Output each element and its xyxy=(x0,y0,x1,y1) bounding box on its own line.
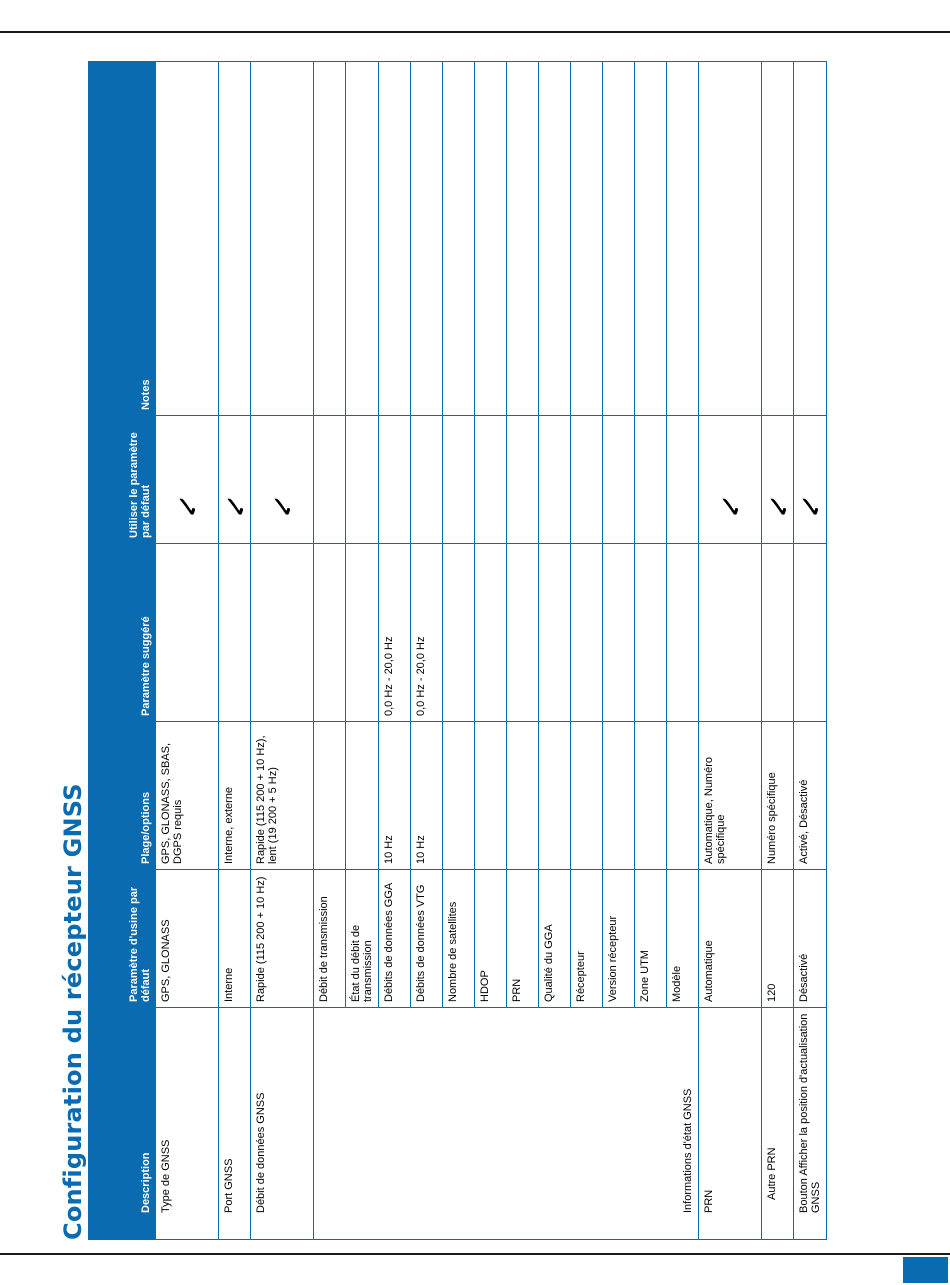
row-suggested xyxy=(794,544,827,722)
row-range xyxy=(507,544,539,722)
header-use-default: Utiliser le paramètre par défaut xyxy=(89,416,156,544)
checkmark-icon: ✓ xyxy=(156,416,219,544)
table-row xyxy=(794,62,827,1240)
row-suggested xyxy=(603,416,635,544)
header-factory-default: Paramètre d'usine par défaut xyxy=(89,870,156,1008)
row-desc: Zone UTM xyxy=(635,870,667,1008)
row-suggested xyxy=(411,416,443,544)
row-notes xyxy=(762,62,794,416)
row-range xyxy=(635,544,667,722)
row-notes xyxy=(251,62,314,416)
row-suggested xyxy=(539,416,571,544)
bottom-rule xyxy=(0,1253,950,1255)
row-notes xyxy=(475,62,507,416)
row-notes xyxy=(156,62,219,416)
row-factory xyxy=(475,722,507,870)
row-range xyxy=(667,544,699,722)
table-row xyxy=(762,62,794,1240)
page-tab-marker xyxy=(903,1257,948,1283)
row-desc: Type de GNSS xyxy=(156,1008,219,1240)
row-notes xyxy=(346,62,379,416)
row-notes xyxy=(667,62,699,416)
checkmark-icon: ✓ xyxy=(699,416,762,544)
row-use-default xyxy=(314,416,346,544)
row-desc: Nombre de satellites xyxy=(443,870,475,1008)
row-factory xyxy=(635,722,667,870)
row-notes xyxy=(571,62,603,416)
row-notes xyxy=(539,62,571,416)
header-description: Description xyxy=(89,1008,156,1240)
table-row xyxy=(699,62,762,1240)
row-factory xyxy=(603,722,635,870)
checkmark-icon: ✓ xyxy=(762,416,794,544)
checkmark-icon: ✓ xyxy=(251,416,314,544)
table-row xyxy=(156,62,219,1240)
row-desc: PRN xyxy=(699,1008,762,1240)
row-range xyxy=(571,544,603,722)
row-factory: 120 xyxy=(762,870,794,1008)
row-factory: GPS, GLONASS xyxy=(156,870,219,1008)
row-factory: Automatique xyxy=(699,870,762,1008)
row-suggested xyxy=(443,416,475,544)
row-notes xyxy=(794,62,827,416)
row-suggested xyxy=(156,544,219,722)
row-range: Activé, Désactivé xyxy=(794,722,827,870)
row-suggested xyxy=(219,544,251,722)
row-suggested xyxy=(346,544,379,722)
table-row xyxy=(219,62,251,1240)
row-range xyxy=(443,544,475,722)
row-factory: Désactivé xyxy=(794,870,827,1008)
row-factory xyxy=(539,722,571,870)
row-desc: Version récepteur xyxy=(603,870,635,1008)
row-factory: Rapide (115 200 + 10 Hz) xyxy=(251,870,314,1008)
row-range: Rapide (115 200 + 10 Hz), lent (19 200 + 5 Hz) xyxy=(251,722,314,870)
row-factory: Interne xyxy=(219,870,251,1008)
row-factory: 10 Hz xyxy=(379,722,411,870)
row-desc: Port GNSS xyxy=(219,1008,251,1240)
row-range: Numéro spécifique xyxy=(762,722,794,870)
row-desc: Débit de transmission xyxy=(314,870,346,1008)
row-suggested xyxy=(635,416,667,544)
row-notes xyxy=(219,62,251,416)
row-suggested xyxy=(314,544,346,722)
row-suggested xyxy=(699,544,762,722)
row-desc: Autre PRN xyxy=(762,1008,794,1240)
row-notes xyxy=(411,62,443,416)
checkmark-icon: ✓ xyxy=(219,416,251,544)
group-label: Informations d'état GNSS xyxy=(314,1008,699,1240)
row-desc: Qualité du GGA xyxy=(539,870,571,1008)
row-desc: Débits de données GGA xyxy=(379,870,411,1008)
checkmark-icon: ✓ xyxy=(794,416,827,544)
header-suggested: Paramètre suggéré xyxy=(89,544,156,722)
row-desc: PRN xyxy=(507,870,539,1008)
header-notes: Notes xyxy=(89,62,156,416)
row-notes xyxy=(699,62,762,416)
row-factory xyxy=(443,722,475,870)
row-range: 0,0 Hz - 20,0 Hz xyxy=(411,544,443,722)
row-suggested xyxy=(475,416,507,544)
row-notes xyxy=(507,62,539,416)
page-title: Configuration du récepteur GNSS xyxy=(59,783,87,1240)
table-row xyxy=(251,62,314,1240)
header-range-options: Plage/options xyxy=(89,722,156,870)
row-notes xyxy=(635,62,667,416)
row-desc: HDOP xyxy=(475,870,507,1008)
row-desc: Modèle xyxy=(667,870,699,1008)
table-row xyxy=(314,62,346,1240)
row-factory xyxy=(571,722,603,870)
row-suggested xyxy=(379,416,411,544)
row-suggested xyxy=(667,416,699,544)
row-factory: 10 Hz xyxy=(411,722,443,870)
row-range xyxy=(539,544,571,722)
row-suggested xyxy=(251,544,314,722)
row-range: 0,0 Hz - 20,0 Hz xyxy=(379,544,411,722)
row-suggested xyxy=(571,416,603,544)
rotated-page xyxy=(59,60,823,1240)
row-suggested xyxy=(762,544,794,722)
row-range xyxy=(603,544,635,722)
row-range: Interne, externe xyxy=(219,722,251,870)
row-desc: Récepteur xyxy=(571,870,603,1008)
settings-table xyxy=(88,61,827,1240)
row-range xyxy=(475,544,507,722)
row-notes xyxy=(379,62,411,416)
row-range xyxy=(346,722,379,870)
row-suggested xyxy=(507,416,539,544)
table-header xyxy=(89,62,156,1240)
row-range: GPS, GLONASS, SBAS, DGPS requis xyxy=(156,722,219,870)
row-notes xyxy=(314,62,346,416)
row-factory xyxy=(667,722,699,870)
row-notes xyxy=(603,62,635,416)
top-rule xyxy=(0,31,950,33)
row-desc: État du débit de transmission xyxy=(346,870,379,1008)
row-range: Automatique, Numéro spécifique xyxy=(699,722,762,870)
row-use-default xyxy=(346,416,379,544)
row-factory xyxy=(507,722,539,870)
row-desc: Bouton Afficher la position d'actualisation GNSS xyxy=(794,1008,827,1240)
row-desc: Débit de données GNSS xyxy=(251,1008,314,1240)
row-notes xyxy=(443,62,475,416)
row-range xyxy=(314,722,346,870)
row-desc: Débits de données VTG xyxy=(411,870,443,1008)
